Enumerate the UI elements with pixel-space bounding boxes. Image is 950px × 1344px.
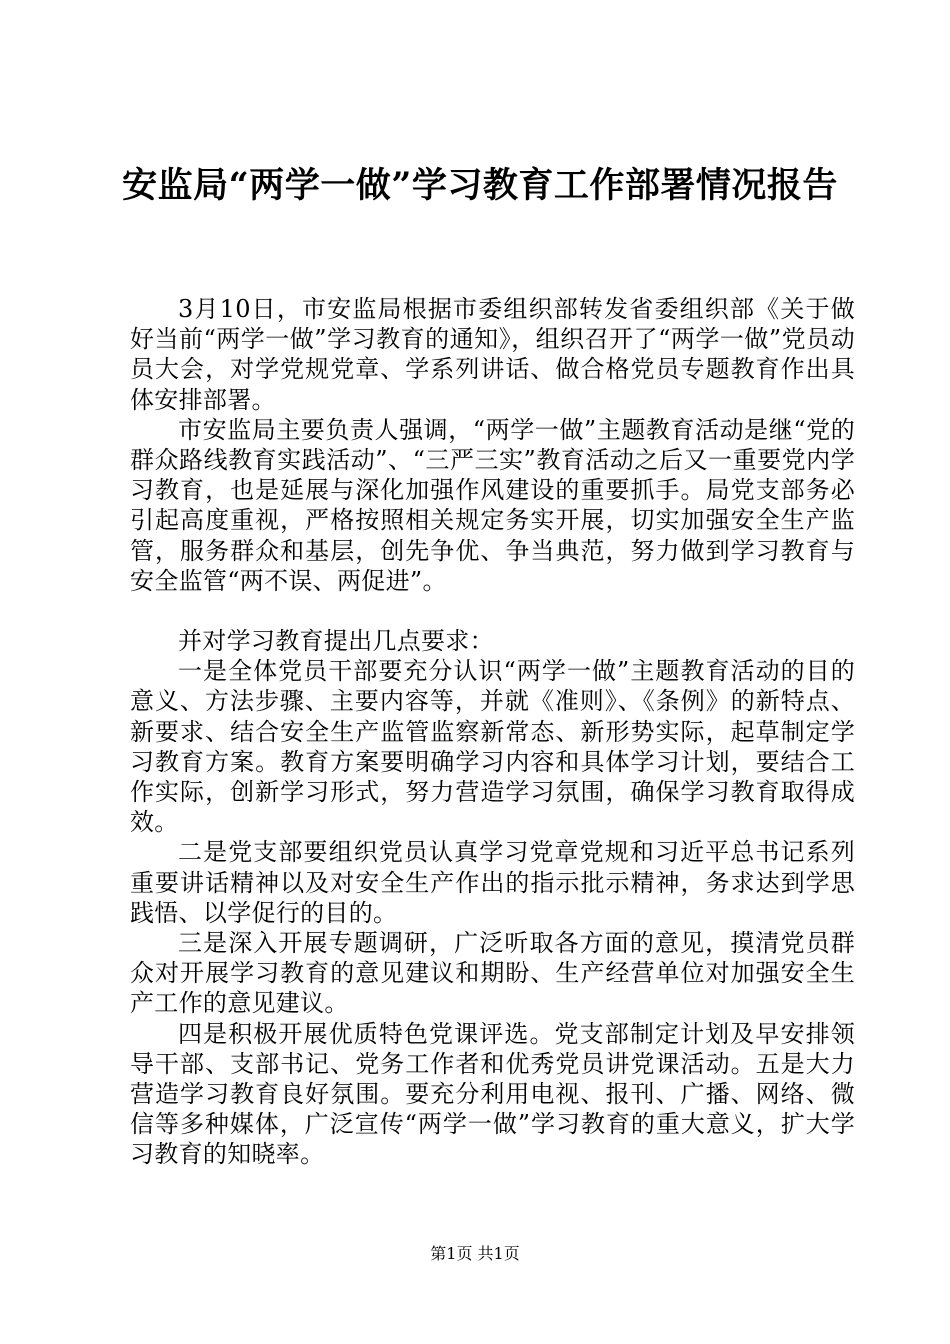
document-body bbox=[130, 294, 855, 1170]
paragraph-requirement-4-5: 四是积极开展优质特色党课评选。党支部制定计划及早安排领导干部、支部书记、党务工作者和优秀党员讲党课活动。五是大力营造学习教育良好氛围。要充分利用电视、报刊、广播、网络、微信等多种媒体，广泛宣传“两学一做”学习教育的重大意义，扩大学习教育的知晓率。 bbox=[130, 1019, 855, 1169]
paragraph-requirement-1: 一是全体党员干部要充分认识“两学一做”主题教育活动的目的意义、方法步骤、主要内容等，并就《准则》、《条例》的新特点、新要求、结合安全生产监管监察新常态、新形势实际，起草制定学习教育方案。教育方案要明确学习内容和具体学习计划，要结合工作实际，创新学习形式，努力营造学习氛围，确保学习教育取得成效。 bbox=[130, 657, 855, 837]
paragraph-leader-remarks: 市安监局主要负责人强调，“两学一做”主题教育活动是继“党的群众路线教育实践活动”、“三严三实”教育活动之后又一重要党内学习教育，也是延展与深化加强作风建设的重要抓手。局党支部务必引起高度重视，严格按照相关规定务实开展，切实加强安全生产监管，服务群众和基层，创先争优、争当典范，努力做到学习教育与安全监管“两不误、两促进”。 bbox=[130, 415, 855, 595]
document-title: 安监局“两学一做”学习教育工作部署情况报告 bbox=[122, 165, 838, 206]
paragraph-intro: 3月10日，市安监局根据市委组织部转发省委组织部《关于做好当前“两学一做”学习教育的通知》，组织召开了“两学一做”党员动员大会，对学党规党章、学系列讲话、做合格党员专题教育作出具体安排部署。 bbox=[130, 295, 855, 414]
paragraph-requirement-3: 三是深入开展专题调研，广泛听取各方面的意见，摸清党员群众对开展学习教育的意见建议和期盼、生产经营单位对加强安全生产工作的意见建议。 bbox=[130, 929, 855, 1018]
paragraph-requirements-intro: 并对学习教育提出几点要求： bbox=[178, 627, 494, 656]
paragraph-requirement-2: 二是党支部要组织党员认真学习党章党规和习近平总书记系列重要讲话精神以及对安全生产作出的指示批示精神，务求达到学思践悟、以学促行的目的。 bbox=[130, 838, 855, 927]
page-number-footer: 第1页 共1页 bbox=[430, 1244, 520, 1263]
